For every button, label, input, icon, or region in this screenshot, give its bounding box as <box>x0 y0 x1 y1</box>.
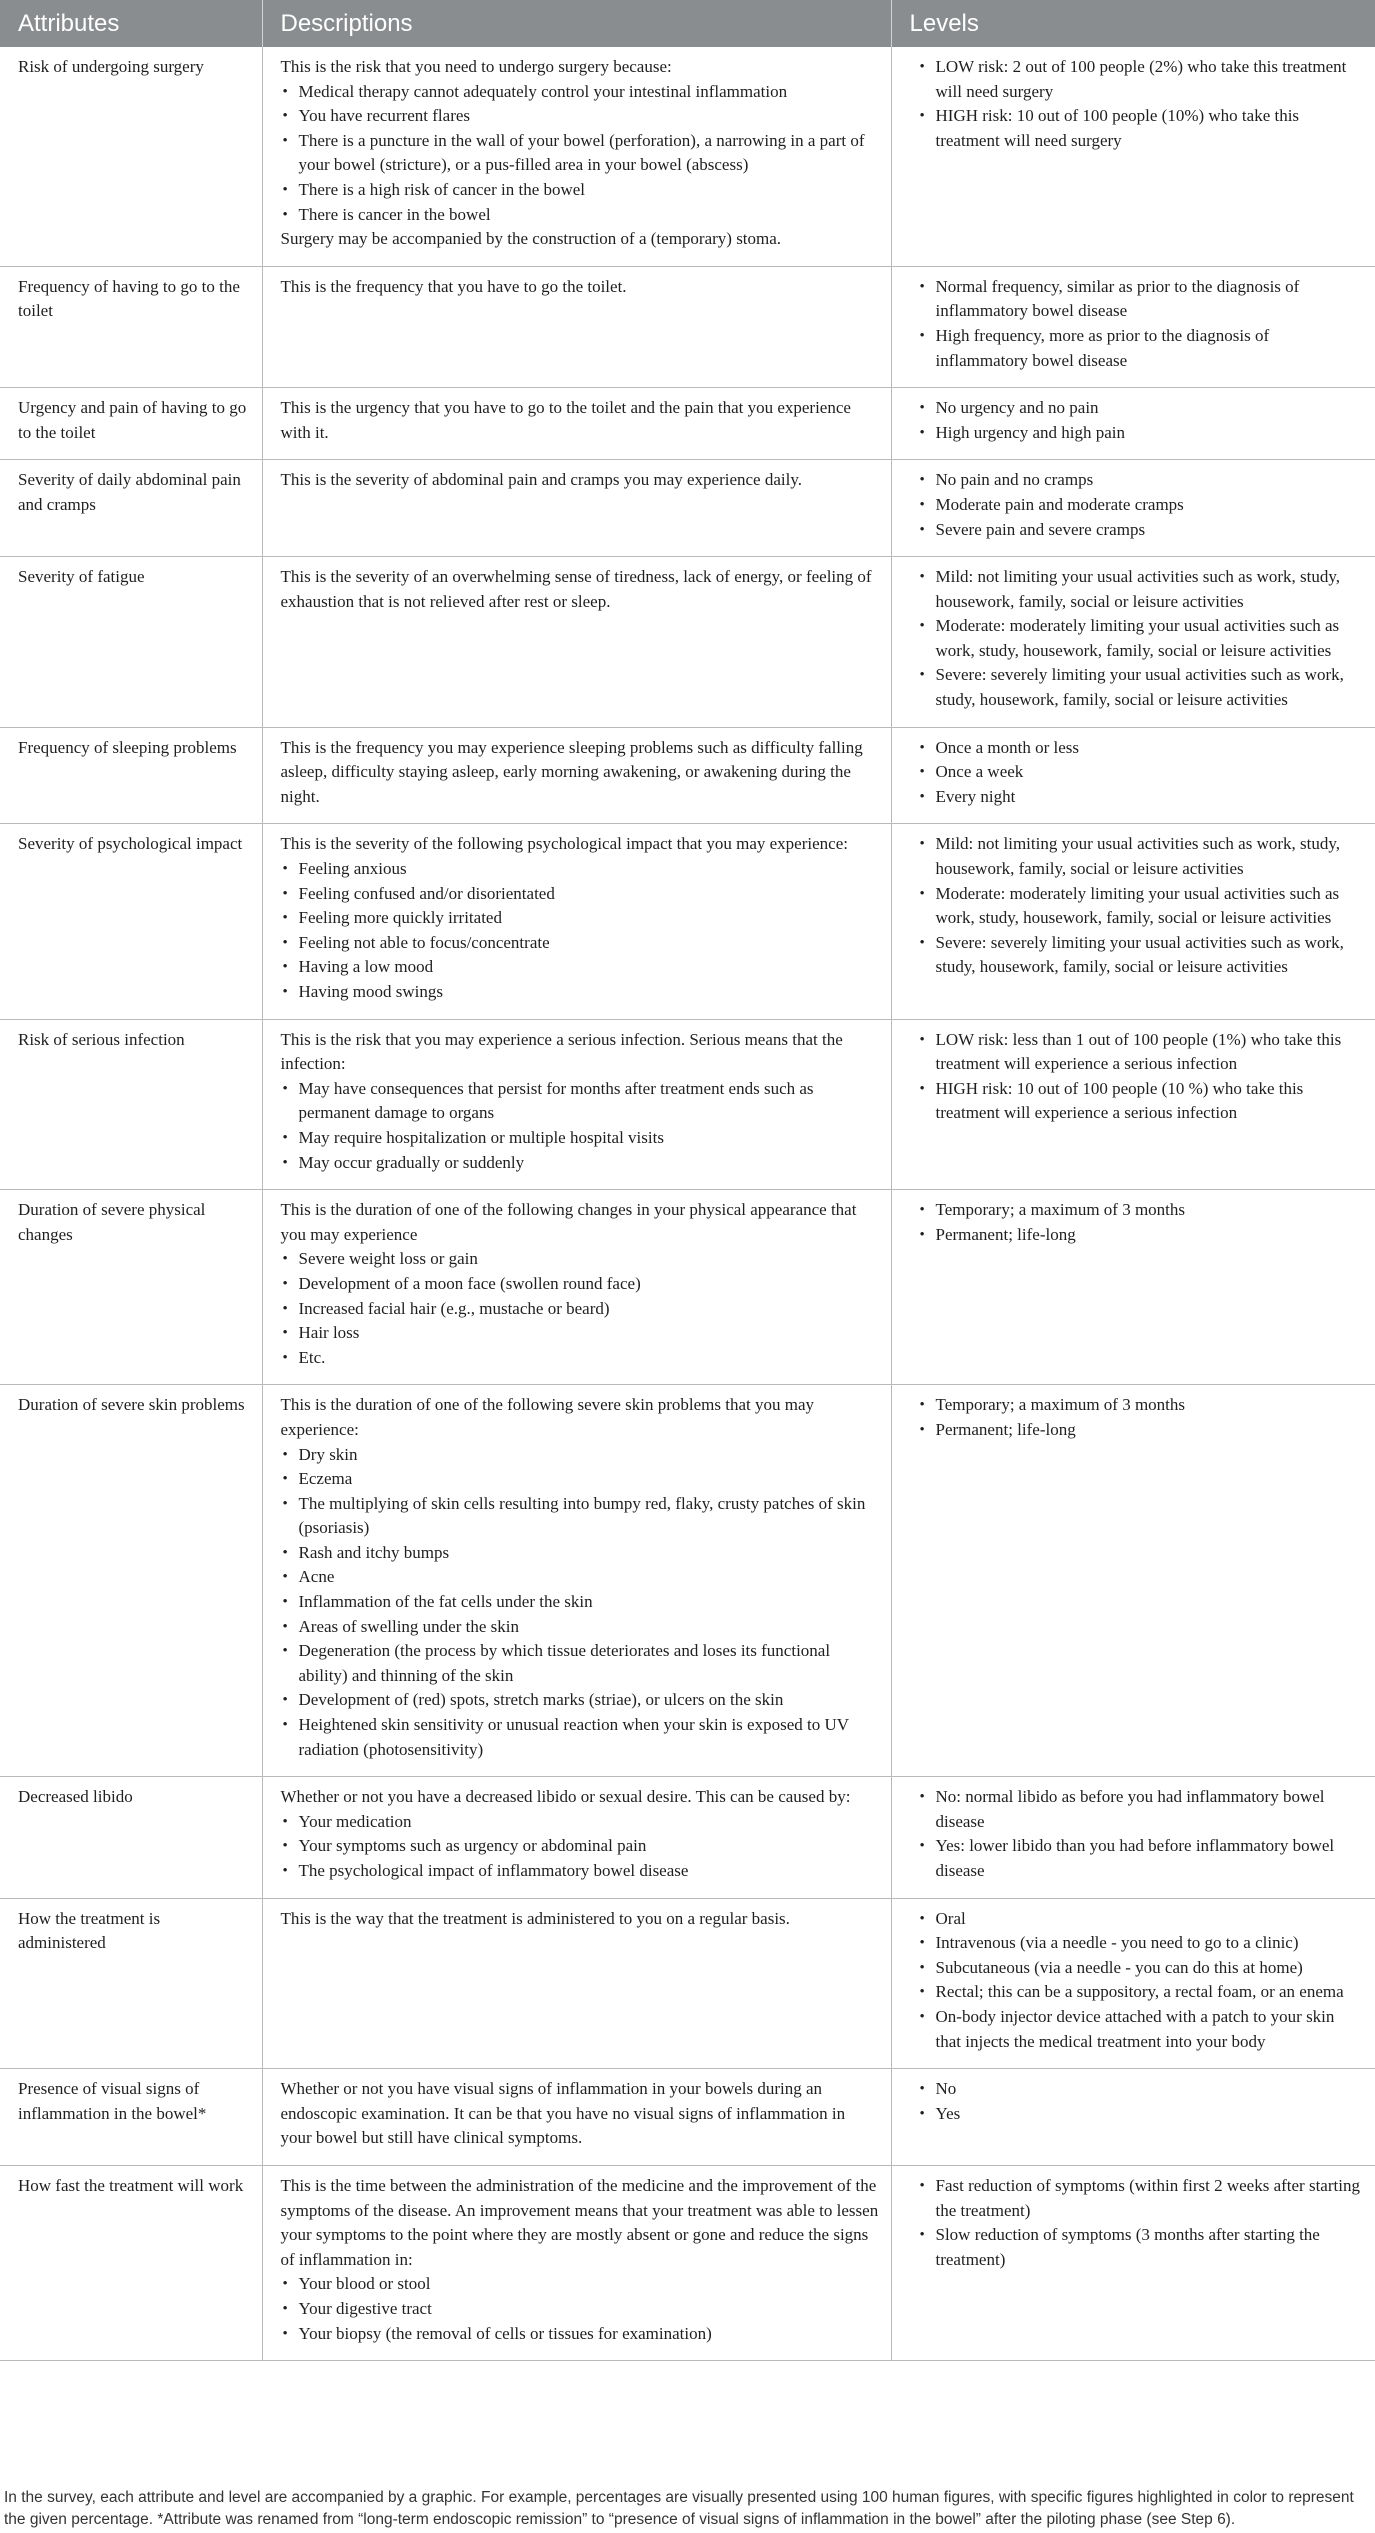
attribute-cell: Urgency and pain of having to go to the toilet <box>0 388 262 460</box>
description-cell <box>262 2165 891 2360</box>
level-item: • No: normal libido as before you had inflammatory bowel disease <box>918 1785 1364 1834</box>
table-row <box>0 47 1375 266</box>
attribute-cell: Risk of serious infection <box>0 1019 262 1190</box>
level-item: • Moderate: moderately limiting your usual activities such as work, study, housework, family, social or leisure activities <box>918 882 1364 931</box>
level-item: • Once a month or less <box>918 736 1364 761</box>
description-list <box>281 857 879 1005</box>
levels-list <box>918 832 1364 980</box>
description-list-item: • The multiplying of skin cells resulting into bumpy red, flaky, crusty patches of skin (psoriasis) <box>281 1492 879 1541</box>
table-row <box>0 1898 1375 2069</box>
levels-list <box>918 396 1364 445</box>
description-text: This is the duration of one of the following changes in your physical appearance that you may experience <box>280 1200 857 1244</box>
level-item: • Yes: lower libido than you had before inflammatory bowel disease <box>918 1834 1364 1883</box>
levels-cell <box>891 388 1375 460</box>
description-list-item: • The psychological impact of inflammatory bowel disease <box>281 1859 879 1884</box>
level-item: • Permanent; life-long <box>918 1418 1364 1443</box>
level-item: • Fast reduction of symptoms (within first 2 weeks after starting the treatment) <box>918 2174 1364 2223</box>
attribute-cell: Risk of undergoing surgery <box>0 47 262 266</box>
table-row <box>0 460 1375 557</box>
level-item: • Normal frequency, similar as prior to the diagnosis of inflammatory bowel disease <box>918 275 1364 324</box>
description-cell <box>262 266 891 387</box>
level-item: • Subcutaneous (via a needle - you can do this at home) <box>918 1956 1364 1981</box>
table-footnote: In the survey, each attribute and level are accompanied by a graphic. For example, percentages are visually presented using 100 human figures, with specific figures highlighted in color to represent the given percentage. *Attribute was renamed from “long-term endoscopic remission” to “presence of visual signs of inflammation in the bowel” after the piloting phase (see Step 6). <box>4 2489 1354 2528</box>
table-row <box>0 1190 1375 1385</box>
description-list-item: • Medical therapy cannot adequately control your intestinal inflammation <box>281 80 879 105</box>
attribute-cell: Severity of psychological impact <box>0 824 262 1019</box>
description-text: This is the severity of the following psychological impact that you may experience: <box>280 834 848 854</box>
description-text: This is the severity of an overwhelming sense of tiredness, lack of energy, or feeling of exhaustion that is not relieved after rest or sleep. <box>280 567 872 611</box>
description-list-item: • Eczema <box>281 1467 879 1492</box>
description-note: Surgery may be accompanied by the construction of a (temporary) stoma. <box>280 229 782 249</box>
level-item: • No urgency and no pain <box>918 396 1364 421</box>
attribute-cell: Presence of visual signs of inflammation in the bowel* <box>0 2069 262 2166</box>
description-cell <box>262 1777 891 1898</box>
table-body <box>0 47 1375 2361</box>
description-list-item: • Increased facial hair (e.g., mustache or beard) <box>281 1297 879 1322</box>
level-item: • LOW risk: 2 out of 100 people (2%) who take this treatment will need surgery <box>918 55 1364 104</box>
table-header <box>0 0 1375 47</box>
table-row <box>0 1385 1375 1777</box>
description-list <box>281 1077 879 1175</box>
levels-cell <box>891 1019 1375 1190</box>
levels-cell <box>891 47 1375 266</box>
description-list-item: • Degeneration (the process by which tissue deteriorates and loses its functional ability) and thinning of the skin <box>281 1639 879 1688</box>
description-text: This is the risk that you need to undergo surgery because: <box>280 57 672 76</box>
description-list-item: • Your biopsy (the removal of cells or tissues for examination) <box>281 2322 879 2347</box>
level-item: • Moderate pain and moderate cramps <box>918 493 1364 518</box>
attribute-cell: Duration of severe physical changes <box>0 1190 262 1385</box>
description-list-item: • Development of a moon face (swollen round face) <box>281 1272 879 1297</box>
description-text: This is the duration of one of the following severe skin problems that you may experience: <box>280 1395 815 1439</box>
description-list-item: • May have consequences that persist for months after treatment ends such as permanent damage to organs <box>281 1077 879 1126</box>
level-item: • Intravenous (via a needle - you need to go to a clinic) <box>918 1931 1364 1956</box>
description-text: This is the urgency that you have to go to the toilet and the pain that you experience with it. <box>280 398 851 442</box>
table-row <box>0 388 1375 460</box>
description-list-item: • Feeling anxious <box>281 857 879 882</box>
description-cell <box>262 47 891 266</box>
attribute-cell: Severity of fatigue <box>0 557 262 728</box>
level-item: • Rectal; this can be a suppository, a rectal foam, or an enema <box>918 1980 1364 2005</box>
attribute-cell: Frequency of having to go to the toilet <box>0 266 262 387</box>
levels-list <box>918 736 1364 810</box>
levels-list <box>918 565 1364 713</box>
description-list-item: • Hair loss <box>281 1321 879 1346</box>
level-item: • Permanent; life-long <box>918 1223 1364 1248</box>
levels-cell <box>891 2165 1375 2360</box>
table-row <box>0 727 1375 824</box>
levels-list <box>918 1393 1364 1442</box>
level-item: • Temporary; a maximum of 3 months <box>918 1198 1364 1223</box>
description-cell <box>262 824 891 1019</box>
attribute-cell: How the treatment is administered <box>0 1898 262 2069</box>
levels-list <box>918 468 1364 542</box>
level-item: • Every night <box>918 785 1364 810</box>
description-text: This is the way that the treatment is administered to you on a regular basis. <box>280 1908 790 1928</box>
description-cell <box>262 1898 891 2069</box>
header-attributes: Attributes <box>0 0 262 47</box>
description-list-item: • Your medication <box>281 1810 879 1835</box>
description-list-item: • Etc. <box>281 1346 879 1371</box>
levels-cell <box>891 1385 1375 1777</box>
description-list <box>281 1247 879 1370</box>
description-list-item: • May require hospitalization or multiple hospital visits <box>281 1126 879 1151</box>
level-item: • Moderate: moderately limiting your usual activities such as work, study, housework, family, social or leisure activities <box>918 614 1364 663</box>
levels-list <box>918 1907 1364 2055</box>
description-text: This is the severity of abdominal pain and cramps you may experience daily. <box>280 470 802 490</box>
levels-list <box>918 55 1364 153</box>
description-list-item: • Heightened skin sensitivity or unusual reaction when your skin is exposed to UV radiation (photosensitivity) <box>281 1713 879 1762</box>
levels-cell <box>891 460 1375 557</box>
table-row <box>0 266 1375 387</box>
levels-list <box>918 2077 1364 2126</box>
attribute-cell: Decreased libido <box>0 1777 262 1898</box>
levels-cell <box>891 266 1375 387</box>
attribute-cell: How fast the treatment will work <box>0 2165 262 2360</box>
levels-list <box>918 275 1364 373</box>
description-cell <box>262 460 891 557</box>
level-item: • HIGH risk: 10 out of 100 people (10 %) who take this treatment will experience a serious infection <box>918 1077 1364 1126</box>
table-row <box>0 2165 1375 2360</box>
description-list-item: • You have recurrent flares <box>281 104 879 129</box>
levels-cell <box>891 1777 1375 1898</box>
description-cell <box>262 727 891 824</box>
levels-cell <box>891 2069 1375 2166</box>
description-list-item: • Severe weight loss or gain <box>281 1247 879 1272</box>
description-list-item: • Having a low mood <box>281 955 879 980</box>
level-item: • Severe: severely limiting your usual activities such as work, study, housework, family, social or leisure activities <box>918 931 1364 980</box>
levels-cell <box>891 557 1375 728</box>
description-list-item: • Feeling not able to focus/concentrate <box>281 931 879 956</box>
description-list-item: • Your digestive tract <box>281 2297 879 2322</box>
description-list-item: • Having mood swings <box>281 980 879 1005</box>
description-list-item: • Rash and itchy bumps <box>281 1541 879 1566</box>
description-list-item: • Your blood or stool <box>281 2272 879 2297</box>
level-item: • Temporary; a maximum of 3 months <box>918 1393 1364 1418</box>
level-item: • Yes <box>918 2102 1364 2127</box>
description-cell <box>262 1190 891 1385</box>
description-text: This is the frequency that you have to go the toilet. <box>280 276 627 296</box>
description-list-item: • May occur gradually or suddenly <box>281 1151 879 1176</box>
levels-list <box>918 1785 1364 1883</box>
level-item: • Severe: severely limiting your usual activities such as work, study, housework, family, social or leisure activities <box>918 663 1364 712</box>
description-list-item: • Acne <box>281 1565 879 1590</box>
description-cell <box>262 557 891 728</box>
level-item: • Oral <box>918 1907 1364 1932</box>
description-list-item: • Feeling confused and/or disorientated <box>281 882 879 907</box>
table-row <box>0 1019 1375 1190</box>
table-row <box>0 557 1375 728</box>
description-text: Whether or not you have a decreased libido or sexual desire. This can be caused by: <box>280 1787 851 1807</box>
level-item: • HIGH risk: 10 out of 100 people (10%) who take this treatment will need surgery <box>918 104 1364 153</box>
level-item: • High urgency and high pain <box>918 421 1364 446</box>
level-item: • No <box>918 2077 1364 2102</box>
description-list <box>281 80 879 228</box>
levels-cell <box>891 727 1375 824</box>
description-list-item: • There is a puncture in the wall of your bowel (perforation), a narrowing in a part of your bowel (stricture), or a pus-filled area in your bowel (abscess) <box>281 129 879 178</box>
levels-cell <box>891 1190 1375 1385</box>
description-cell <box>262 2069 891 2166</box>
header-levels: Levels <box>891 0 1375 47</box>
description-list-item: • Development of (red) spots, stretch marks (striae), or ulcers on the skin <box>281 1688 879 1713</box>
header-descriptions: Descriptions <box>262 0 891 47</box>
level-item: • Mild: not limiting your usual activities such as work, study, housework, family, social or leisure activities <box>918 565 1364 614</box>
level-item: • No pain and no cramps <box>918 468 1364 493</box>
attribute-cell: Frequency of sleeping problems <box>0 727 262 824</box>
attribute-cell: Duration of severe skin problems <box>0 1385 262 1777</box>
level-item: • Slow reduction of symptoms (3 months after starting the treatment) <box>918 2223 1364 2272</box>
description-list <box>281 1810 879 1884</box>
description-cell <box>262 388 891 460</box>
description-list-item: • There is a high risk of cancer in the bowel <box>281 178 879 203</box>
description-list-item: • Feeling more quickly irritated <box>281 906 879 931</box>
levels-list <box>918 1028 1364 1126</box>
description-text: This is the frequency you may experience sleeping problems such as difficulty falling asleep, difficulty staying asleep, early morning awakening, or awakening during the night. <box>280 737 863 806</box>
table-row <box>0 2069 1375 2166</box>
levels-list <box>918 1198 1364 1247</box>
description-list-item: • Your symptoms such as urgency or abdominal pain <box>281 1834 879 1859</box>
levels-cell <box>891 1898 1375 2069</box>
table-row <box>0 824 1375 1019</box>
level-item: • LOW risk: less than 1 out of 100 people (1%) who take this treatment will experience a serious infection <box>918 1028 1364 1077</box>
description-cell <box>262 1019 891 1190</box>
level-item: • Severe pain and severe cramps <box>918 518 1364 543</box>
attribute-cell: Severity of daily abdominal pain and cramps <box>0 460 262 557</box>
table-row <box>0 1777 1375 1898</box>
description-list-item: • Inflammation of the fat cells under the skin <box>281 1590 879 1615</box>
description-list-item: • Areas of swelling under the skin <box>281 1615 879 1640</box>
level-item: • On-body injector device attached with a patch to your skin that injects the medical treatment into your body <box>918 2005 1364 2054</box>
description-list-item: • Dry skin <box>281 1443 879 1468</box>
description-text: This is the risk that you may experience a serious infection. Serious means that the infection: <box>280 1029 843 1074</box>
description-list <box>281 1443 879 1763</box>
description-list <box>281 2272 879 2346</box>
level-item: • High frequency, more as prior to the diagnosis of inflammatory bowel disease <box>918 324 1364 373</box>
description-text: This is the time between the administration of the medicine and the improvement of the symptoms of the disease. An improvement means that your treatment was able to lessen your symptoms to the point where they are mostly absent or gone and reduce the signs of inflammation in: <box>280 2175 879 2269</box>
level-item: • Mild: not limiting your usual activities such as work, study, housework, family, social or leisure activities <box>918 832 1364 881</box>
level-item: • Once a week <box>918 760 1364 785</box>
description-text: Whether or not you have visual signs of inflammation in your bowels during an endoscopic examination. It can be that you have no visual signs of inflammation in your bowel but still have clinical symptoms. <box>280 2079 846 2148</box>
description-list-item: • There is cancer in the bowel <box>281 203 879 228</box>
description-cell <box>262 1385 891 1777</box>
levels-cell <box>891 824 1375 1019</box>
levels-list <box>918 2174 1364 2272</box>
